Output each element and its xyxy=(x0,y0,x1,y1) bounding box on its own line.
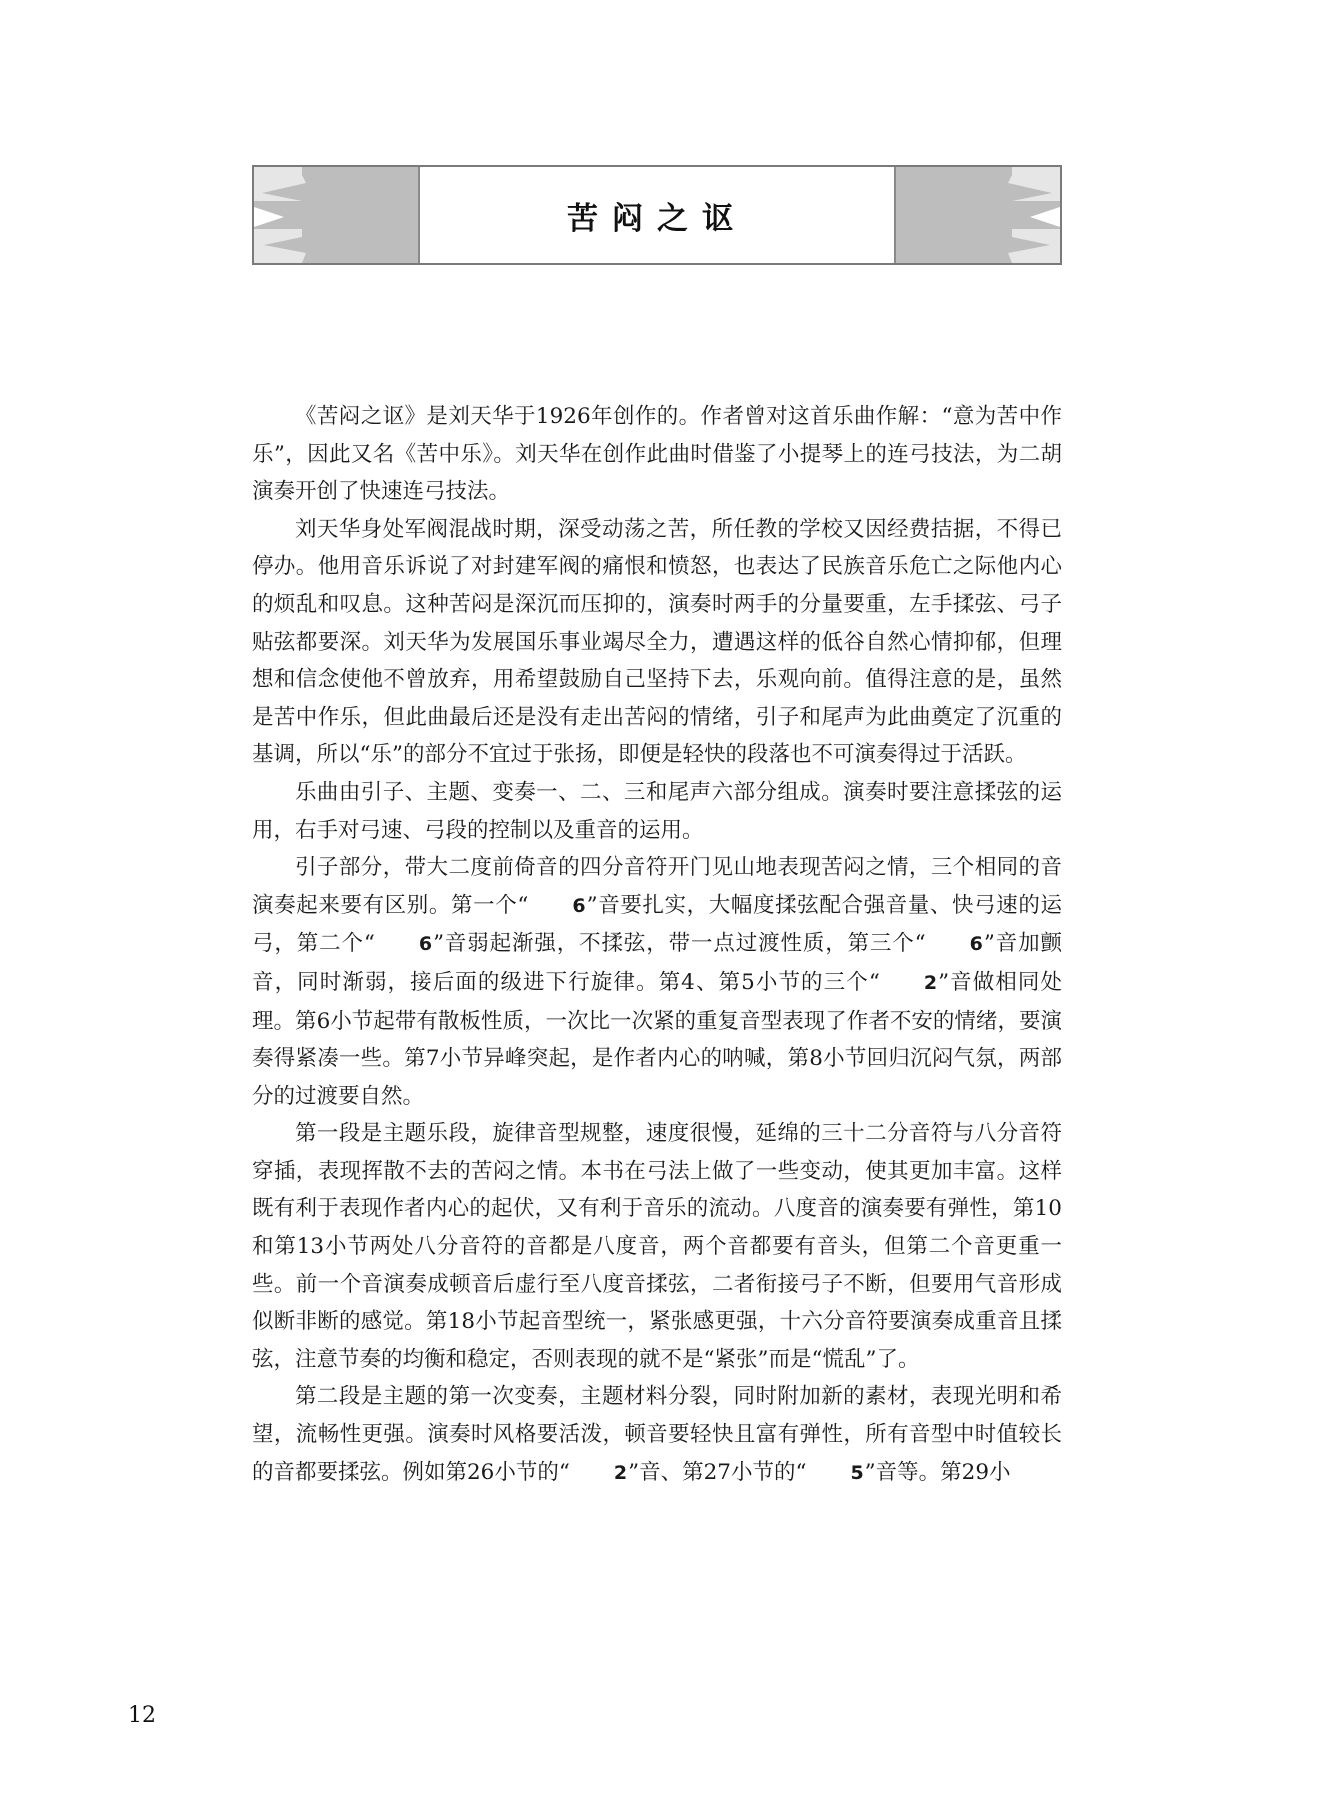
text-run: ”音弱起渐强，不揉弦，带一点过渡性质，第三个“ xyxy=(433,931,926,957)
paragraph-theme-section: 第一段是主题乐段，旋律音型规整，速度很慢，延绵的三十二分音符与八分音符穿插，表现挥散不去的苦闷之情。本书在弓法上做了一些变动，使其更加丰富。这样既有利于表现作者内心的起伏，又有利于音乐的流动。八度音的演奏要有弹性，第10和第13小节两处八分音符的音都是八度音，两个音都要有音头，但第二个音更重一些。前一个音演奏成顿音后虚行至八度音揉弦，二者衔接弓子不断，但要用气音形成似断非断的感觉。第18小节起音型统一，紧张感更强，十六分音符要演奏成重音且揉弦，注意节奏的均衡和稳定，否则表现的就不是“紧张”而是“慌乱”了。 xyxy=(252,1121,1062,1372)
text-run: 引子部分，带大二度前倚音的四分音符开门见山地表现苦闷之情，三个相同的音演奏起来要有区别。第一个“ xyxy=(252,855,1062,918)
paragraph-variation-one xyxy=(252,1378,1062,1492)
jianpu-note: 6 xyxy=(572,894,586,917)
banner-right-ornament xyxy=(894,167,1060,263)
paragraph-structure: 乐曲由引子、主题、变奏一、二、三和尾声六部分组成。演奏时要注意揉弦的运用，右手对弓速、弓段的控制以及重音的运用。 xyxy=(252,779,1062,843)
jianpu-note: 6 xyxy=(969,933,983,956)
chapter-title: 苦闷之讴 xyxy=(567,200,747,237)
text-run: ”音做相同处理。第6小节起带有散板性质，一次比一次紧的重复音型表现了作者不安的情绪，要演奏得紧凑一些。第7小节异峰突起，是作者内心的呐喊，第8小节回归沉闷气氛，两部分的过渡要自然。 xyxy=(252,969,1062,1109)
text-run: 第二段是主题的第一次变奏，主题材料分裂，同时附加新的素材，表现光明和希望，流畅性更强。演奏时风格要活泼，顿音要轻快且富有弹性，所有音型中时值较长的音都要揉弦。例如第26小节的“ xyxy=(252,1384,1062,1485)
jianpu-note: 2 xyxy=(613,1461,628,1484)
jianpu-note: 6 xyxy=(418,933,433,956)
banner-left-ornament xyxy=(254,167,420,263)
body-text xyxy=(252,398,1062,1492)
paragraph-introduction-section xyxy=(252,849,1062,1115)
text-run: ”音等。第29小 xyxy=(864,1459,1011,1485)
chapter-title-banner xyxy=(252,165,1062,265)
paragraph-intro: 《苦闷之讴》是刘天华于1926年创作的。作者曾对这首乐曲作解：“意为苦中作乐”，因此又名《苦中乐》。刘天华在创作此曲时借鉴了小提琴上的连弓技法，为二胡演奏开创了快速连弓技法。 xyxy=(252,404,1062,505)
text-run: ”音加颤音，同时渐弱，接后面的级进下行旋律。第4、第5小节的三个“ xyxy=(252,931,1062,995)
jianpu-note: 2 xyxy=(923,971,938,994)
text-run: ”音要扎实，大幅度揉弦配合强音量、快弓速的运弓，第二个“ xyxy=(252,892,1062,957)
text-run: ”音、第27小节的“ xyxy=(628,1459,807,1485)
jianpu-note: 5 xyxy=(850,1461,864,1484)
paragraph-background: 刘天华身处军阀混战时期，深受动荡之苦，所任教的学校又因经费拮据，不得已停办。他用音乐诉说了对封建军阀的痛恨和愤怒，也表达了民族音乐危亡之际他内心的烦乱和叹息。这种苦闷是深沉而压抑的，演奏时两手的分量要重，左手揉弦、弓子贴弦都要深。刘天华为发展国乐事业竭尽全力，遭遇这样的低谷自然心情抑郁，但理想和信念使他不曾放弃，用希望鼓励自己坚持下去，乐观向前。值得注意的是，虽然是苦中作乐，但此曲最后还是没有走出苦闷的情绪，引子和尾声为此曲奠定了沉重的基调，所以“乐”的部分不宜过于张扬，即便是轻快的段落也不可演奏得过于活跃。 xyxy=(252,516,1062,768)
page-number: 12 xyxy=(128,1703,156,1728)
